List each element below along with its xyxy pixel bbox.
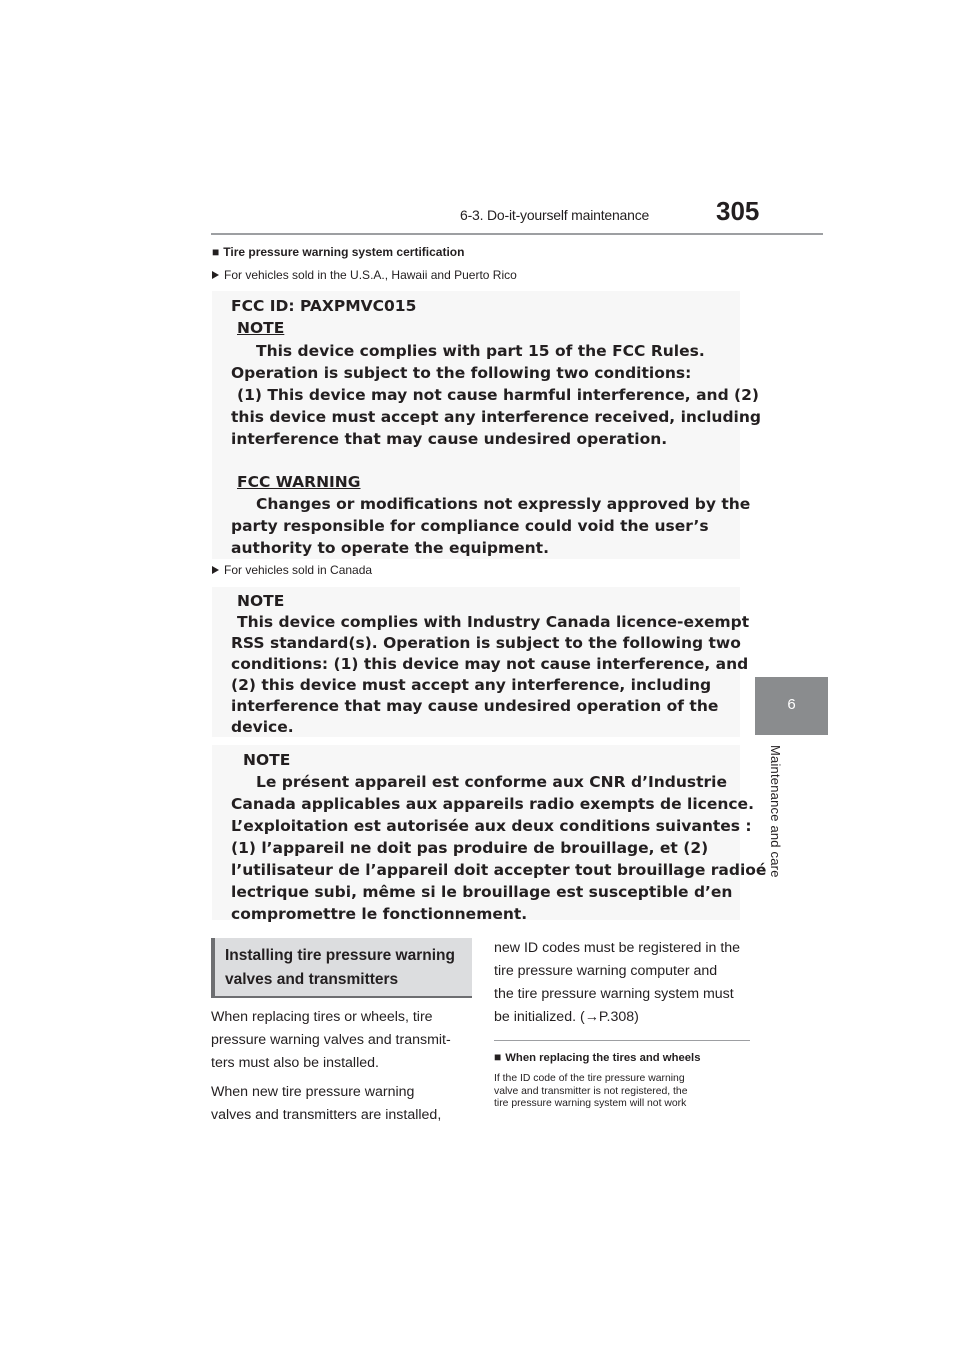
ic-en-line: interference that may cause undesired operation of the bbox=[231, 697, 719, 715]
column-divider bbox=[494, 1040, 750, 1041]
installing-paragraph-1: When replacing tires or wheels, tire pressure warning valves and transmit- ters must also be installed. bbox=[211, 1009, 451, 1071]
page-reference-link[interactable]: P.308) bbox=[598, 1009, 639, 1025]
square-bullet-icon: ■ bbox=[212, 245, 220, 259]
chapter-number: 6 bbox=[787, 696, 796, 713]
section-title: 6-3. Do-it-yourself maintenance bbox=[460, 207, 650, 223]
replacing-heading bbox=[494, 1050, 700, 1064]
ic-en-line: (2) this device must accept any interference, including bbox=[231, 676, 712, 694]
fcc-line: party responsible for compliance could void the user’s bbox=[231, 517, 709, 535]
page-number: 305 bbox=[716, 196, 760, 226]
fcc-note-heading: NOTE bbox=[237, 319, 285, 337]
installing-section-heading bbox=[211, 938, 472, 998]
ic-en-line: RSS standard(s). Operation is subject to the following two bbox=[231, 634, 741, 652]
canada-intro-text: For vehicles sold in Canada bbox=[224, 563, 373, 577]
ic-en-line: This device complies with Industry Canada licence-exempt bbox=[237, 613, 750, 631]
chapter-title: Maintenance and care bbox=[768, 745, 783, 878]
ic-fr-line: l’utilisateur de l’appareil doit accepter tout brouillage radioé bbox=[231, 861, 767, 879]
ic-label-en-image bbox=[212, 587, 750, 737]
fcc-line: This device complies with part 15 of the FCC Rules. bbox=[256, 342, 705, 360]
fcc-line: interference that may cause undesired operation. bbox=[231, 430, 668, 448]
ic-fr-line: Canada applicables aux appareils radio exempts de licence. bbox=[231, 795, 754, 813]
usa-intro-text: For vehicles sold in the U.S.A., Hawaii and Puerto Rico bbox=[224, 268, 517, 282]
ic-en-line: device. bbox=[231, 718, 294, 736]
fcc-warning-heading: FCC WARNING bbox=[237, 473, 361, 491]
fcc-id: FCC ID: PAXPMVC015 bbox=[231, 297, 417, 315]
installing-paragraph-2: When new tire pressure warning valves and transmitters are installed, bbox=[211, 1084, 442, 1123]
fcc-line: Operation is subject to the following two conditions: bbox=[231, 364, 692, 382]
arrow-right-icon: → bbox=[584, 1009, 599, 1025]
ic-fr-line: L’exploitation est autorisée aux deux conditions suivantes : bbox=[231, 817, 752, 835]
fcc-line: Changes or modifications not expressly approved by the bbox=[256, 495, 751, 513]
replacing-note-text: If the ID code of the tire pressure warning valve and transmitter is not registered, the tire pressure warning system will not work bbox=[494, 1073, 688, 1109]
arrow-bullet-icon bbox=[212, 271, 219, 279]
ic-fr-line: compromettre le fonctionnement. bbox=[231, 905, 528, 923]
square-bullet-icon: ■ bbox=[494, 1050, 502, 1064]
ic-fr-note-heading: NOTE bbox=[243, 751, 291, 769]
ic-fr-line: Le présent appareil est conforme aux CNR d’Industrie bbox=[256, 773, 728, 791]
arrow-bullet-icon bbox=[212, 566, 219, 574]
fcc-line: this device must accept any interference received, including bbox=[231, 408, 762, 426]
ic-fr-line: (1) l’appareil ne doit pas produire de brouillage, et (2) bbox=[231, 839, 709, 857]
canada-intro bbox=[212, 563, 372, 577]
ic-fr-line: lectrique subi, même si le brouillage est susceptible d’en bbox=[231, 883, 733, 901]
certification-heading-text: Tire pressure warning system certification bbox=[223, 245, 465, 259]
header-divider bbox=[211, 233, 823, 235]
fcc-line: (1) This device may not cause harmful interference, and (2) bbox=[237, 386, 760, 404]
installing-title-line: valves and transmitters bbox=[225, 971, 399, 988]
ic-en-line: conditions: (1) this device may not cause interference, and bbox=[231, 655, 749, 673]
fcc-line: authority to operate the equipment. bbox=[231, 539, 549, 557]
certification-heading bbox=[212, 245, 464, 259]
installing-paragraph-3: new ID codes must be registered in the tire pressure warning computer and the tire pressure warning system must be initialized. (→P.308) bbox=[494, 940, 741, 1025]
replacing-heading-text: When replacing the tires and wheels bbox=[505, 1052, 701, 1064]
fcc-label-image bbox=[212, 291, 762, 559]
ic-note-heading: NOTE bbox=[237, 592, 285, 610]
usa-intro bbox=[212, 268, 517, 282]
ic-label-fr-image bbox=[212, 745, 767, 923]
installing-title-line: Installing tire pressure warning bbox=[225, 947, 455, 964]
